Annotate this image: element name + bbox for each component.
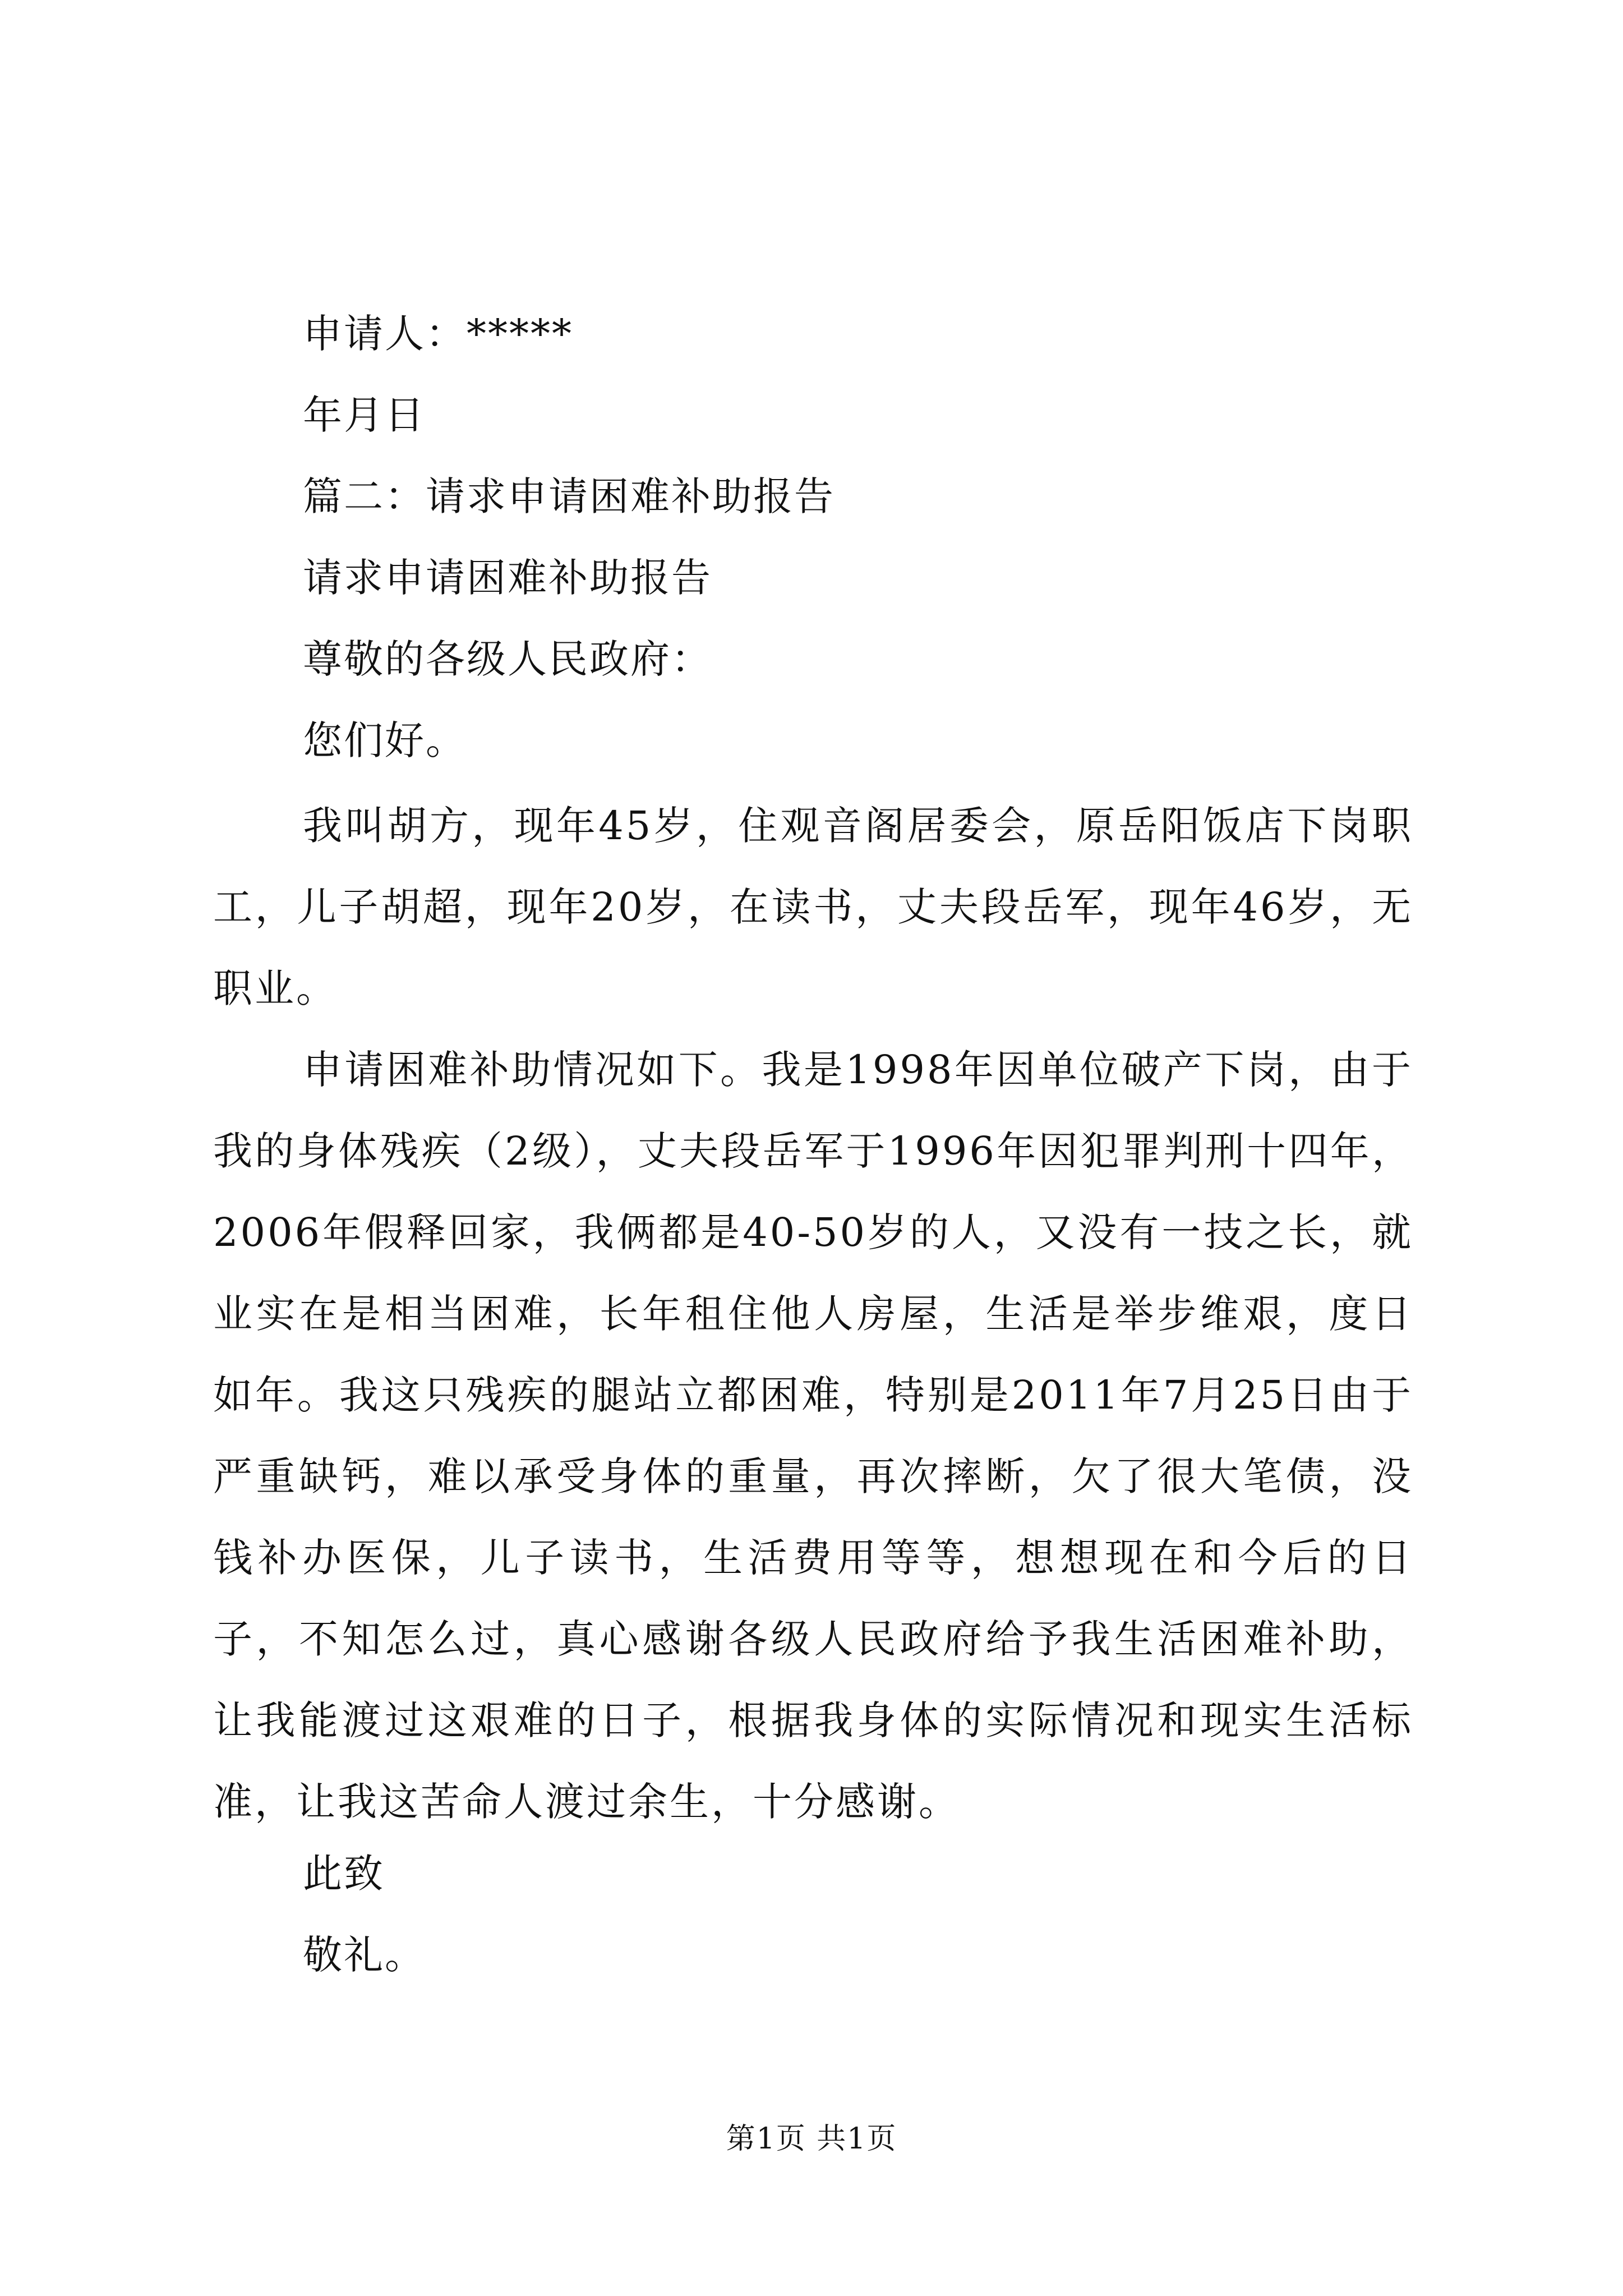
page-footer: 第1页 共1页 (726, 2122, 897, 2156)
section-heading: 篇二：请求申请困难补助报告 (303, 473, 835, 519)
applicant-line: 申请人：***** (303, 311, 573, 357)
closing-line-1: 此致 (303, 1851, 385, 1897)
paragraph-personal-info: 我叫胡方，现年45岁，住观音阁居委会，原岳阳饭店下岗职工，儿子胡超，现年20岁，在读书，丈夫段岳军，现年46岁，无职业。 (213, 803, 1413, 1011)
closing-line-2: 敬礼。 (303, 1932, 426, 1978)
date-line: 年月日 (303, 392, 426, 438)
greeting: 您们好。 (303, 717, 467, 763)
salutation: 尊敬的各级人民政府： (303, 636, 712, 682)
paragraph-hardship-details: 申请困难补助情况如下。我是1998年因单位破产下岗，由于我的身体残疾（2级），丈夫段岳军于1996年因犯罪判刑十四年，2006年假释回家，我俩都是40-50岁的人，又没有一技之长，就业实在是相当困难，长年租住他人房屋，生活是举步维艰，度日如年。我这只残疾的腿站立都困难，特别是2011年7月25日由于严重缺钙，难以承受身体的重量，再次摔断，欠了很大笔债，没钱补办医保，儿子读书，生活费用等等，想想现在和今后的日子，不知怎么过，真心感谢各级人民政府给予我生活困难补助，让我能渡过这艰难的日子，根据我身体的实际情况和现实生活标准，让我这苦命人渡过余生，十分感谢。 (213, 1047, 1413, 1825)
document-title: 请求申请困难补助报告 (303, 555, 712, 601)
